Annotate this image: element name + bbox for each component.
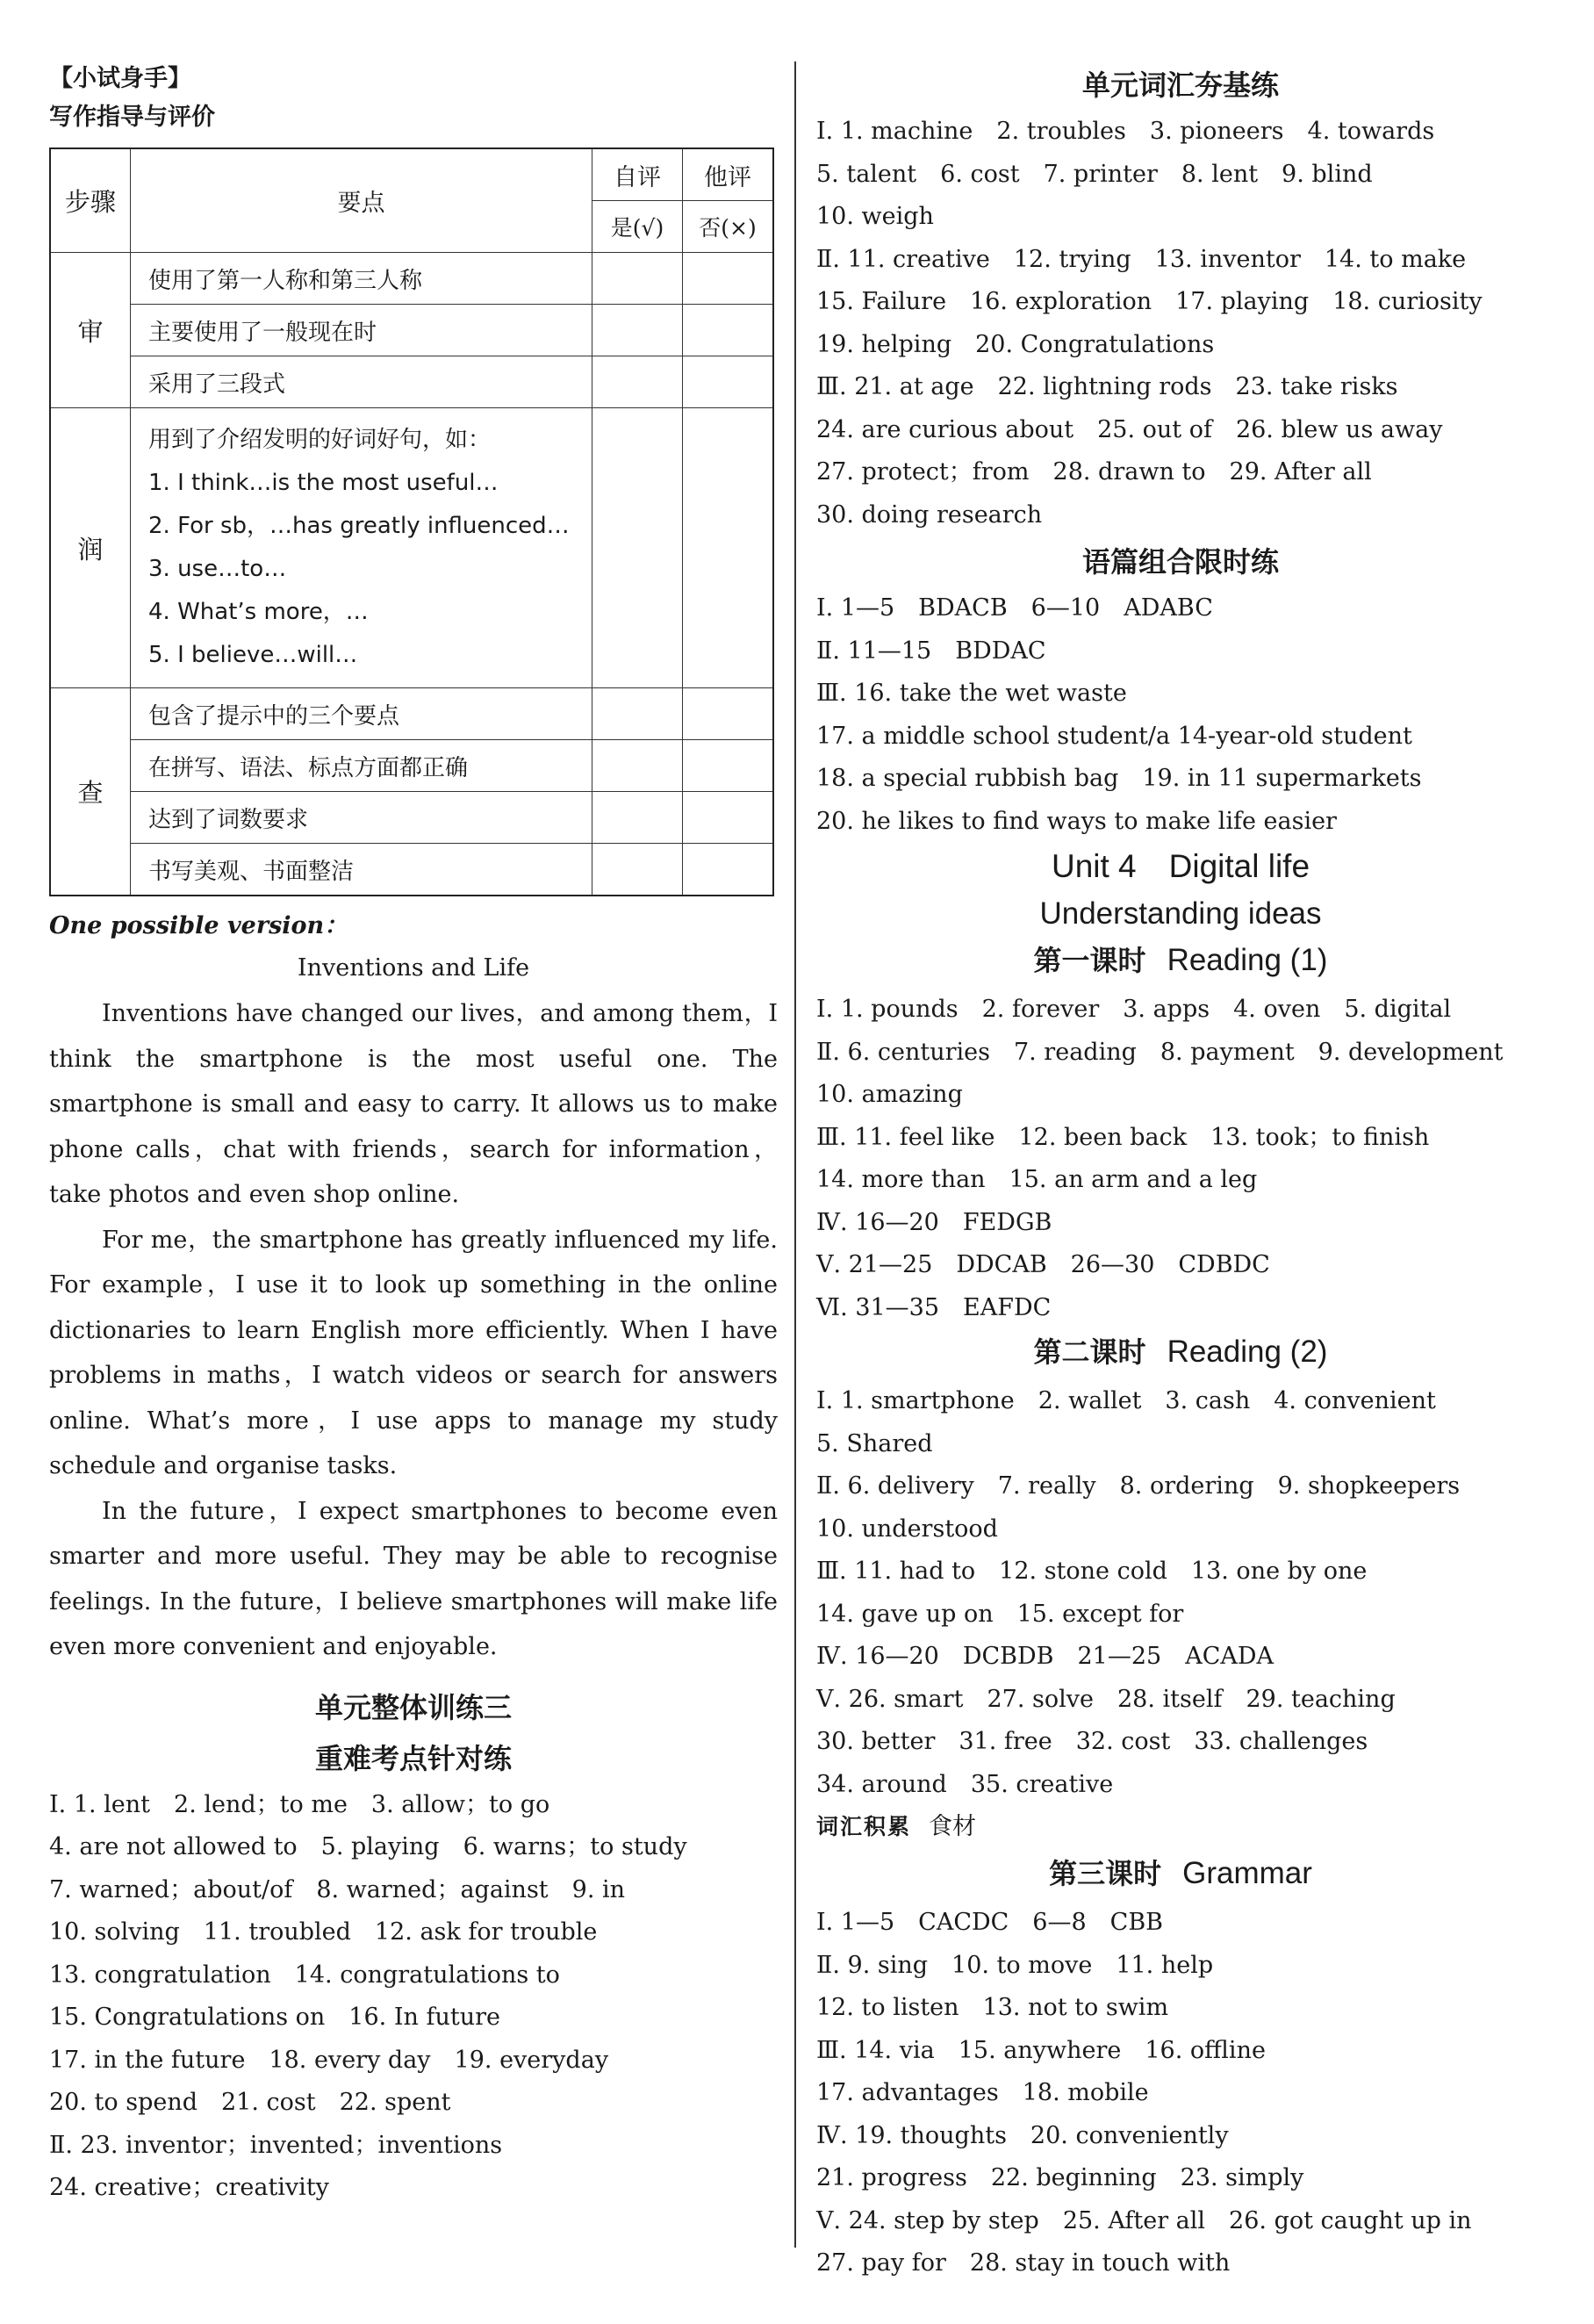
answer-line: 13. congratulation 14. congratulations to [49,1961,560,1989]
lesson2-cn: 第二课时 [1033,1335,1146,1369]
phrase-item: 5. I believe…will… [148,642,358,668]
self-eval-cell[interactable] [592,408,683,688]
rubric-point: 书写美观、书面整洁 [131,844,592,896]
header-peer-eval: 他评 [683,148,774,201]
answer-line: 27. protect；from 28. drawn to 29. After all [816,458,1372,486]
reading-practice-heading: 语篇组合限时练 [1081,545,1279,579]
column-divider [794,61,796,2248]
lesson3-heading [816,1851,1545,1902]
lesson1-cn: 第一课时 [1033,944,1146,977]
answer-line: 7. warned；about/of 8. warned；against 9. in [49,1875,626,1903]
essay-paragraph: Inventions have changed our lives，and among them，I think the smartphone is the most useful one. The smartphone is small and easy to carry. It allows us to make phone calls，chat with friends，search for information，take photos and even shop online. [49,1000,778,1208]
lesson1-en: Reading (1) [1167,943,1328,977]
answer-line: Ⅳ. 16—20 FEDGB [816,1208,1052,1236]
answer-line: Ⅰ. 1—5 CACDC 6—8 CBB [816,1909,1164,1936]
phrase-item: 3. use…to… [148,556,287,582]
phrase-item: 2. For sb，…has greatly influenced… [148,513,570,539]
vocab-accumulation-label: 词汇积累 [816,1814,912,1839]
self-eval-cell[interactable] [592,792,683,844]
essay-title: Inventions and Life [297,954,530,982]
answer-line: 17. a middle school student/a 14-year-old student [816,722,1412,750]
answer-line: Ⅰ. 1—5 BDACB 6—10 ADABC [816,594,1213,622]
key-points-answers [49,1784,778,2210]
step-review: 审 [50,253,131,408]
self-eval-cell[interactable] [592,844,683,896]
peer-eval-cell[interactable] [683,688,774,740]
answer-line: Ⅴ. 21—25 DDCAB 26—30 CDBDC [816,1251,1270,1278]
answer-line: Ⅲ. 11. had to 12. stone cold 13. one by one [816,1558,1368,1585]
essay-paragraph: For me，the smartphone has greatly influenced my life. For example，I use it to look up something in the online dictionaries to learn English more efficiently. When I have problems in maths，I watch videos or search for answers online. What’s more，I use apps to manage my study schedule and organise tasks. [49,1226,778,1479]
answer-line: 10. understood [816,1515,998,1543]
answer-line: 34. around 35. creative [816,1770,1114,1798]
header-step: 步骤 [50,148,131,253]
answer-line: 17. in the future 18. every day 19. everyday [49,2046,609,2074]
answer-line: 14. gave up on 15. except for [816,1600,1184,1628]
right-column [816,60,1545,2285]
answer-line: 10. solving 11. troubled 12. ask for trouble [49,1918,598,1946]
answer-line: 18. a special rubbish bag 19. in 11 supermarkets [816,765,1422,792]
lesson3-cn: 第三课时 [1049,1857,1162,1890]
answer-line: Ⅰ. 1. machine 2. troubles 3. pioneers 4. towards [816,118,1435,145]
answer-line: Ⅳ. 16—20 DCBDB 21—25 ACADA [816,1643,1274,1670]
answer-line: 5. Shared [816,1429,933,1457]
section-tag: 【小试身手】 [49,65,191,92]
answer-line: 30. doing research [816,500,1043,529]
lesson3-en: Grammar [1182,1856,1312,1890]
answer-line: 24. creative；creativity [49,2174,329,2201]
rubric-point: 采用了三段式 [131,356,592,408]
rubric-point-phrases [131,408,592,688]
answer-line: Ⅰ. 1. smartphone 2. wallet 3. cash 4. convenient [816,1387,1436,1414]
header-yes: 是(√) [592,201,683,253]
peer-eval-cell[interactable] [683,253,774,305]
peer-eval-cell[interactable] [683,356,774,408]
answer-line: Ⅱ. 11—15 BDDAC [816,637,1046,665]
answer-line: Ⅱ. 6. delivery 7. really 8. ordering 9. shopkeepers [816,1472,1461,1500]
answer-line: 30. better 31. free 32. cost 33. challenges [816,1728,1368,1755]
lesson3-answers [816,1902,1545,2285]
vocab-accumulation-value: 食材 [929,1813,977,1840]
reading-answers [816,587,1545,843]
self-eval-cell[interactable] [592,740,683,792]
key-points-heading: 重难考点针对练 [314,1741,512,1775]
self-eval-cell[interactable] [592,253,683,305]
self-eval-cell[interactable] [592,688,683,740]
unit-training-heading: 单元整体训练三 [314,1690,512,1724]
answer-line: Ⅲ. 16. take the wet waste [816,680,1127,707]
version-label: One possible version： [49,912,348,939]
lesson2-answers [816,1380,1545,1806]
phrase-item: 1. I think…is the most useful… [148,470,499,496]
answer-line: 12. to listen 13. not to swim [816,1994,1169,2021]
answer-line: 21. progress 22. beginning 23. simply [816,2164,1304,2191]
answer-line: 5. talent 6. cost 7. printer 8. lent 9. blind [816,160,1373,188]
rubric-point: 使用了第一人称和第三人称 [131,253,592,305]
answer-line: Ⅱ. 6. centuries 7. reading 8. payment 9. development [816,1038,1504,1066]
lesson1-answers [816,989,1545,1329]
answer-line: 10. amazing [816,1081,963,1108]
step-polish: 润 [50,408,131,688]
answer-line: Ⅲ. 14. via 15. anywhere 16. offline [816,2036,1266,2064]
answer-line: Ⅴ. 26. smart 27. solve 28. itself 29. teaching [816,1685,1396,1713]
answer-line: Ⅰ. 1. lent 2. lend；to me 3. allow；to go [49,1790,550,1818]
peer-eval-cell[interactable] [683,305,774,356]
peer-eval-cell[interactable] [683,792,774,844]
essay-body [49,991,778,1670]
answer-line: Ⅲ. 21. at age 22. lightning rods 23. take risks [816,373,1398,400]
answer-line: 15. Failure 16. exploration 17. playing 18. curiosity [816,288,1483,315]
answer-line: Ⅲ. 11. feel like 12. been back 13. took；to finish [816,1123,1430,1151]
phrase-intro: 用到了介绍发明的好词好句，如： [148,427,492,453]
lesson1-heading [816,938,1545,989]
unit-subtitle: Understanding ideas [1039,896,1322,931]
vocab-answers [816,111,1545,536]
answer-line: Ⅱ. 9. sing 10. to move 11. help [816,1951,1214,1979]
section-subtitle: 写作指导与评价 [49,104,215,131]
lesson2-heading [816,1329,1545,1380]
writing-rubric-table [49,147,774,896]
answer-line: 15. Congratulations on 16. In future [49,2004,500,2031]
answer-line: Ⅱ. 23. inventor；invented；inventions [49,2131,503,2159]
answer-line: Ⅴ. 24. step by step 25. After all 26. got caught up in [816,2206,1472,2234]
essay-paragraph: In the future，I expect smartphones to become even smarter and more useful. They may be able to recognise feelings. In the future，I believe smartphones will make life even more convenient and enjoyable. [49,1497,778,1660]
rubric-point: 主要使用了一般现在时 [131,305,592,356]
unit-title: Unit 4 Digital life [1051,848,1310,884]
answer-line: Ⅱ. 11. creative 12. trying 13. inventor 14. to make [816,245,1467,273]
left-column [49,60,778,2210]
phrase-item: 4. What’s more，… [148,599,369,625]
lesson2-en: Reading (2) [1167,1335,1328,1369]
header-no: 否(×) [683,201,774,253]
rubric-point: 包含了提示中的三个要点 [131,688,592,740]
rubric-point: 达到了词数要求 [131,792,592,844]
answer-line: Ⅳ. 19. thoughts 20. conveniently [816,2121,1229,2149]
answer-line: 10. weigh [816,203,934,230]
step-check: 查 [50,688,131,896]
vocab-accumulation [816,1806,1545,1851]
answer-line: 24. are curious about 25. out of 26. blew us away [816,415,1443,443]
answer-line: 4. are not allowed to 5. playing 6. warns；to study [49,1833,687,1860]
answer-line: 27. pay for 28. stay in touch with [816,2249,1231,2277]
answer-line: 19. helping 20. Congratulations [816,330,1215,358]
peer-eval-cell[interactable] [683,844,774,896]
answer-line: Ⅰ. 1. pounds 2. forever 3. apps 4. oven 5. digital [816,996,1452,1023]
answer-line: 20. to spend 21. cost 22. spent [49,2089,451,2116]
peer-eval-cell[interactable] [683,740,774,792]
self-eval-cell[interactable] [592,305,683,356]
answer-line: Ⅵ. 31—35 EAFDC [816,1293,1052,1321]
self-eval-cell[interactable] [592,356,683,408]
vocab-practice-heading: 单元词汇夯基练 [1081,68,1279,102]
peer-eval-cell[interactable] [683,408,774,688]
header-self-eval: 自评 [592,148,683,201]
answer-line: 14. more than 15. an arm and a leg [816,1166,1258,1193]
rubric-point: 在拼写、语法、标点方面都正确 [131,740,592,792]
header-points: 要点 [131,148,592,253]
answer-line: 20. he likes to find ways to make life easier [816,807,1337,835]
answer-line: 17. advantages 18. mobile [816,2079,1149,2106]
